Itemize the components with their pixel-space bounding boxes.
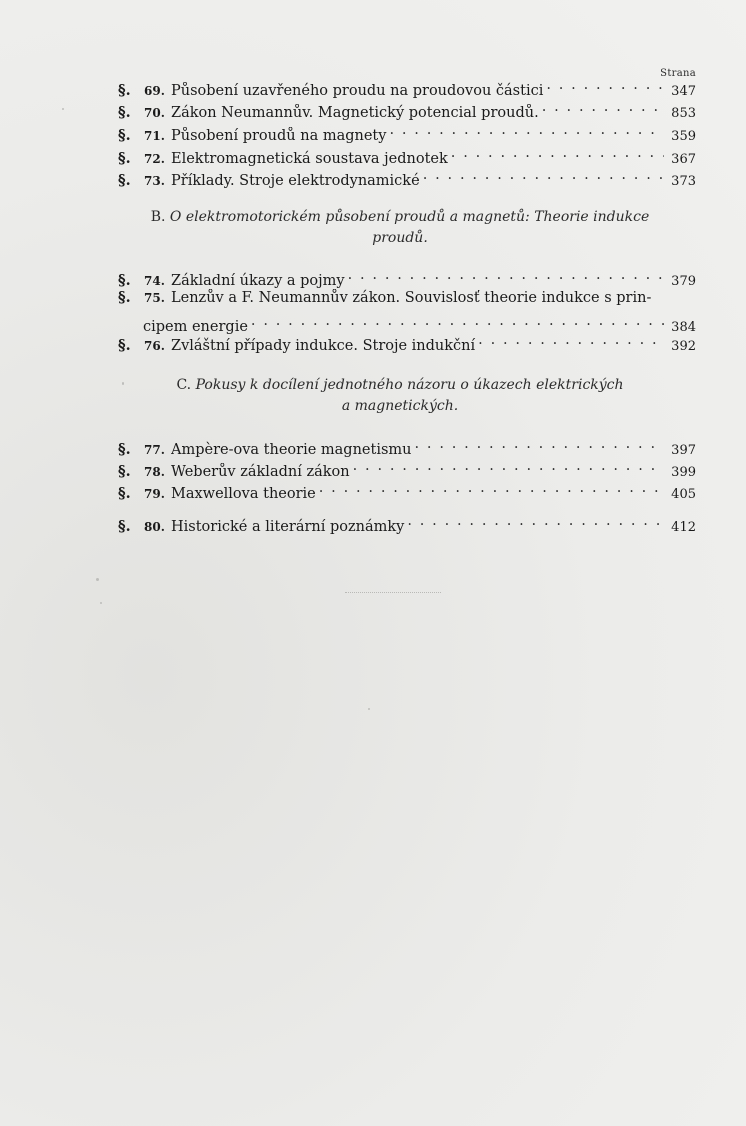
section-title: Ampère-ova theorie magnetismu [171,442,412,458]
dot-leader [251,312,664,331]
section-number: 77. [144,443,165,457]
page-number: 379 [671,274,696,289]
toc-entry-79 [118,479,696,504]
page-number: 405 [671,487,696,502]
dot-leader [415,435,665,454]
section-number: 75. [144,291,165,305]
section-number: 76. [144,339,165,353]
part-b-heading [130,207,670,249]
section-number: 78. [144,465,165,479]
section-number: 80. [144,520,165,534]
paper-speck [122,382,124,385]
page-number: 412 [671,520,696,535]
section-sign: §. [118,172,131,189]
dot-leader [348,266,664,285]
closing-rule [345,592,441,593]
dot-leader [407,512,664,531]
section-number: 69. [144,84,165,98]
toc-entry-75 [118,288,696,337]
page-number: 347 [671,84,696,99]
section-title: Zákon Neumannův. Magnetický potencial proudů. [171,105,539,121]
section-title: Příklady. Stroje elektrodynamické [171,173,420,189]
section-sign: §. [118,441,131,458]
section-title: Maxwellova theorie [171,486,316,502]
section-sign: §. [118,127,131,144]
section-number: 71. [144,129,165,143]
part-c-heading [130,375,670,417]
toc-entry-80 [118,512,696,537]
dot-leader [319,479,664,498]
page-number: 399 [671,465,696,480]
part-title-line1: O elektromotorickém působení proudů a magnetů: Theorie indukce [169,209,650,225]
page-column-header: Strana [660,68,696,79]
part-title-line1: Pokusy k docílení jednotného názoru o úkazech elektrických [195,377,624,393]
part-letter: C. [176,377,192,393]
section-sign: §. [118,150,131,167]
toc-entry-70 [118,98,696,123]
section-number: 74. [144,274,165,288]
dot-leader [542,98,664,117]
toc-entry-71 [118,121,696,146]
section-sign: §. [118,485,131,502]
page-number: 373 [671,174,696,189]
section-title: Elektromagnetická soustava jednotek [171,151,448,167]
section-number: 70. [144,106,165,120]
section-sign: §. [118,104,131,121]
section-sign: §. [118,82,131,99]
dot-leader [451,144,664,163]
paper-speck [368,708,370,710]
section-number: 79. [144,487,165,501]
dot-leader [546,76,664,95]
part-letter: B. [150,209,166,225]
section-title: Weberův základní zákon [171,464,350,480]
section-sign: §. [118,463,131,480]
section-title: Základní úkazy a pojmy [171,273,345,289]
dot-leader [423,166,664,185]
section-sign: §. [118,337,131,354]
section-number: 72. [144,152,165,166]
section-sign: §. [118,518,131,535]
section-title: Působení proudů na magnety [171,128,387,144]
page-number: 853 [671,106,696,121]
section-sign: §. [118,289,131,306]
part-title-line2: proudů. [372,230,428,246]
dot-leader [389,121,664,140]
paper-speck [100,602,102,604]
section-title: Působení uzavřeného proudu na proudovou částici [171,83,544,99]
toc-entry-76 [118,331,696,356]
section-sign: §. [118,272,131,289]
part-title-line2: a magnetických. [341,398,459,414]
page-number: 397 [671,443,696,458]
paper-speck [62,108,64,110]
section-title: Historické a literární poznámky [171,519,405,535]
paper-speck [96,578,99,581]
section-title-continued: cipem energie [143,319,248,335]
page-number: 384 [671,320,696,335]
page-number: 392 [671,339,696,354]
section-title: Zvláštní případy indukce. Stroje indukční [171,338,476,354]
page-number: 367 [671,152,696,167]
section-number: 73. [144,174,165,188]
page-number: 359 [671,129,696,144]
dot-leader [353,457,664,476]
section-title: Lenzův a F. Neumannův zákon. Souvislosť theorie indukce s prin- [171,290,652,306]
dot-leader [478,331,664,350]
toc-entry-73 [118,166,696,191]
